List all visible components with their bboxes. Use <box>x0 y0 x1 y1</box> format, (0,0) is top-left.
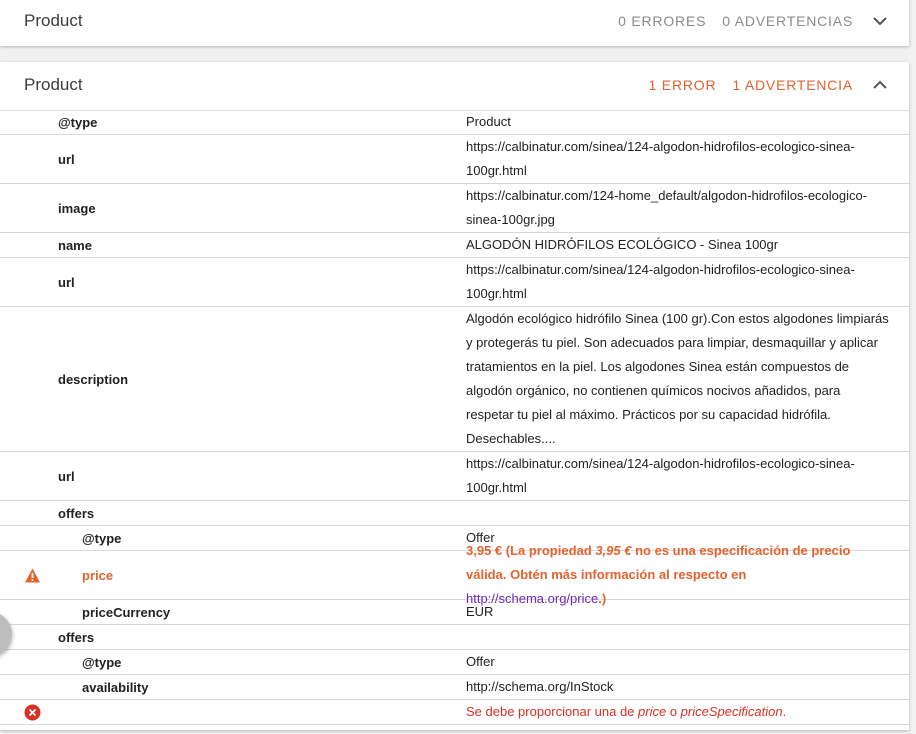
property-key: description <box>58 371 129 387</box>
property-value: Product <box>466 114 511 129</box>
warning-icon <box>24 567 41 584</box>
warning-count: 0 ADVERTENCIAS <box>722 13 853 29</box>
property-row <box>0 135 909 184</box>
property-key: url <box>58 151 75 167</box>
property-value: https://calbinatur.com/sinea/124-algodon-hidrofilos-ecologico-sinea-100gr.html <box>466 456 855 495</box>
property-value: https://calbinatur.com/sinea/124-algodon-hidrofilos-ecologico-sinea-100gr.html <box>466 262 855 301</box>
error-message: Se debe proporcionar una de price o priceSpecification. <box>466 704 787 719</box>
property-row <box>0 184 909 233</box>
property-value: Offer <box>466 654 495 669</box>
card-title: Product <box>24 75 83 94</box>
property-value: Algodón ecológico hidrófilo Sinea (100 gr).Con estos algodones limpiarás y protegerás tu piel. Son adecuados para limpiar, desmaquillar y aplicar tratamientos en la piel. Los algodones Sinea están compuestos de algodón orgánico, no contienen químicos nocivos añadidos, para respetar tu piel al máximo. Prácticos por su capacidad hidrófila. Desechables.... <box>466 311 889 446</box>
property-key: image <box>58 200 96 216</box>
product-card-expanded <box>0 62 909 730</box>
product-card-collapsed[interactable] <box>0 0 909 46</box>
property-key: @type <box>82 530 122 546</box>
schema-price-link[interactable]: http://schema.org/price <box>466 591 599 606</box>
property-value: Offer <box>466 530 495 545</box>
card-header[interactable] <box>0 0 909 46</box>
property-row <box>0 307 909 452</box>
property-row <box>0 675 909 700</box>
property-value: https://calbinatur.com/124-home_default/algodon-hidrofilos-ecologico-sinea-100gr.jpg <box>466 188 868 227</box>
property-key: url <box>58 468 75 484</box>
property-value: http://schema.org/InStock <box>466 679 614 694</box>
card-title: Product <box>24 11 83 30</box>
error-count: 1 ERROR <box>648 77 717 93</box>
property-row <box>0 501 909 526</box>
property-key: @type <box>82 654 122 670</box>
chevron-up-icon[interactable] <box>871 76 889 94</box>
property-key: priceCurrency <box>82 604 171 620</box>
property-row-error <box>0 700 909 725</box>
property-row <box>0 110 909 135</box>
property-row <box>0 233 909 258</box>
error-icon <box>24 704 41 721</box>
property-value: EUR <box>466 604 494 619</box>
property-key: @type <box>58 114 98 130</box>
property-key: url <box>58 274 75 290</box>
property-row <box>0 452 909 501</box>
property-key: availability <box>82 679 149 695</box>
property-value: https://calbinatur.com/sinea/124-algodon-hidrofilos-ecologico-sinea-100gr.html <box>466 139 855 178</box>
property-value <box>466 501 890 525</box>
property-value: ALGODÓN HIDRÓFILOS ECOLÓGICO - Sinea 100gr <box>466 237 779 252</box>
property-row <box>0 258 909 307</box>
issue-counts <box>633 62 853 108</box>
issue-counts <box>602 0 853 46</box>
warning-count: 1 ADVERTENCIA <box>732 77 853 93</box>
property-key: name <box>58 237 92 253</box>
property-key: offers <box>58 629 95 645</box>
property-row <box>0 625 909 650</box>
card-header[interactable] <box>0 62 909 111</box>
property-key: price <box>82 567 114 583</box>
property-row <box>0 650 909 675</box>
warning-message: 3,95 € (La propiedad 3,95 € no es una especificación de precio válida. Obtén más información al respecto en http://schema.org/price.) <box>466 543 851 606</box>
chevron-down-icon[interactable] <box>871 12 889 30</box>
property-row <box>0 600 909 625</box>
property-value <box>466 625 890 649</box>
error-count: 0 ERRORES <box>618 13 707 29</box>
property-row-warning <box>0 543 909 606</box>
property-key: offers <box>58 505 95 521</box>
